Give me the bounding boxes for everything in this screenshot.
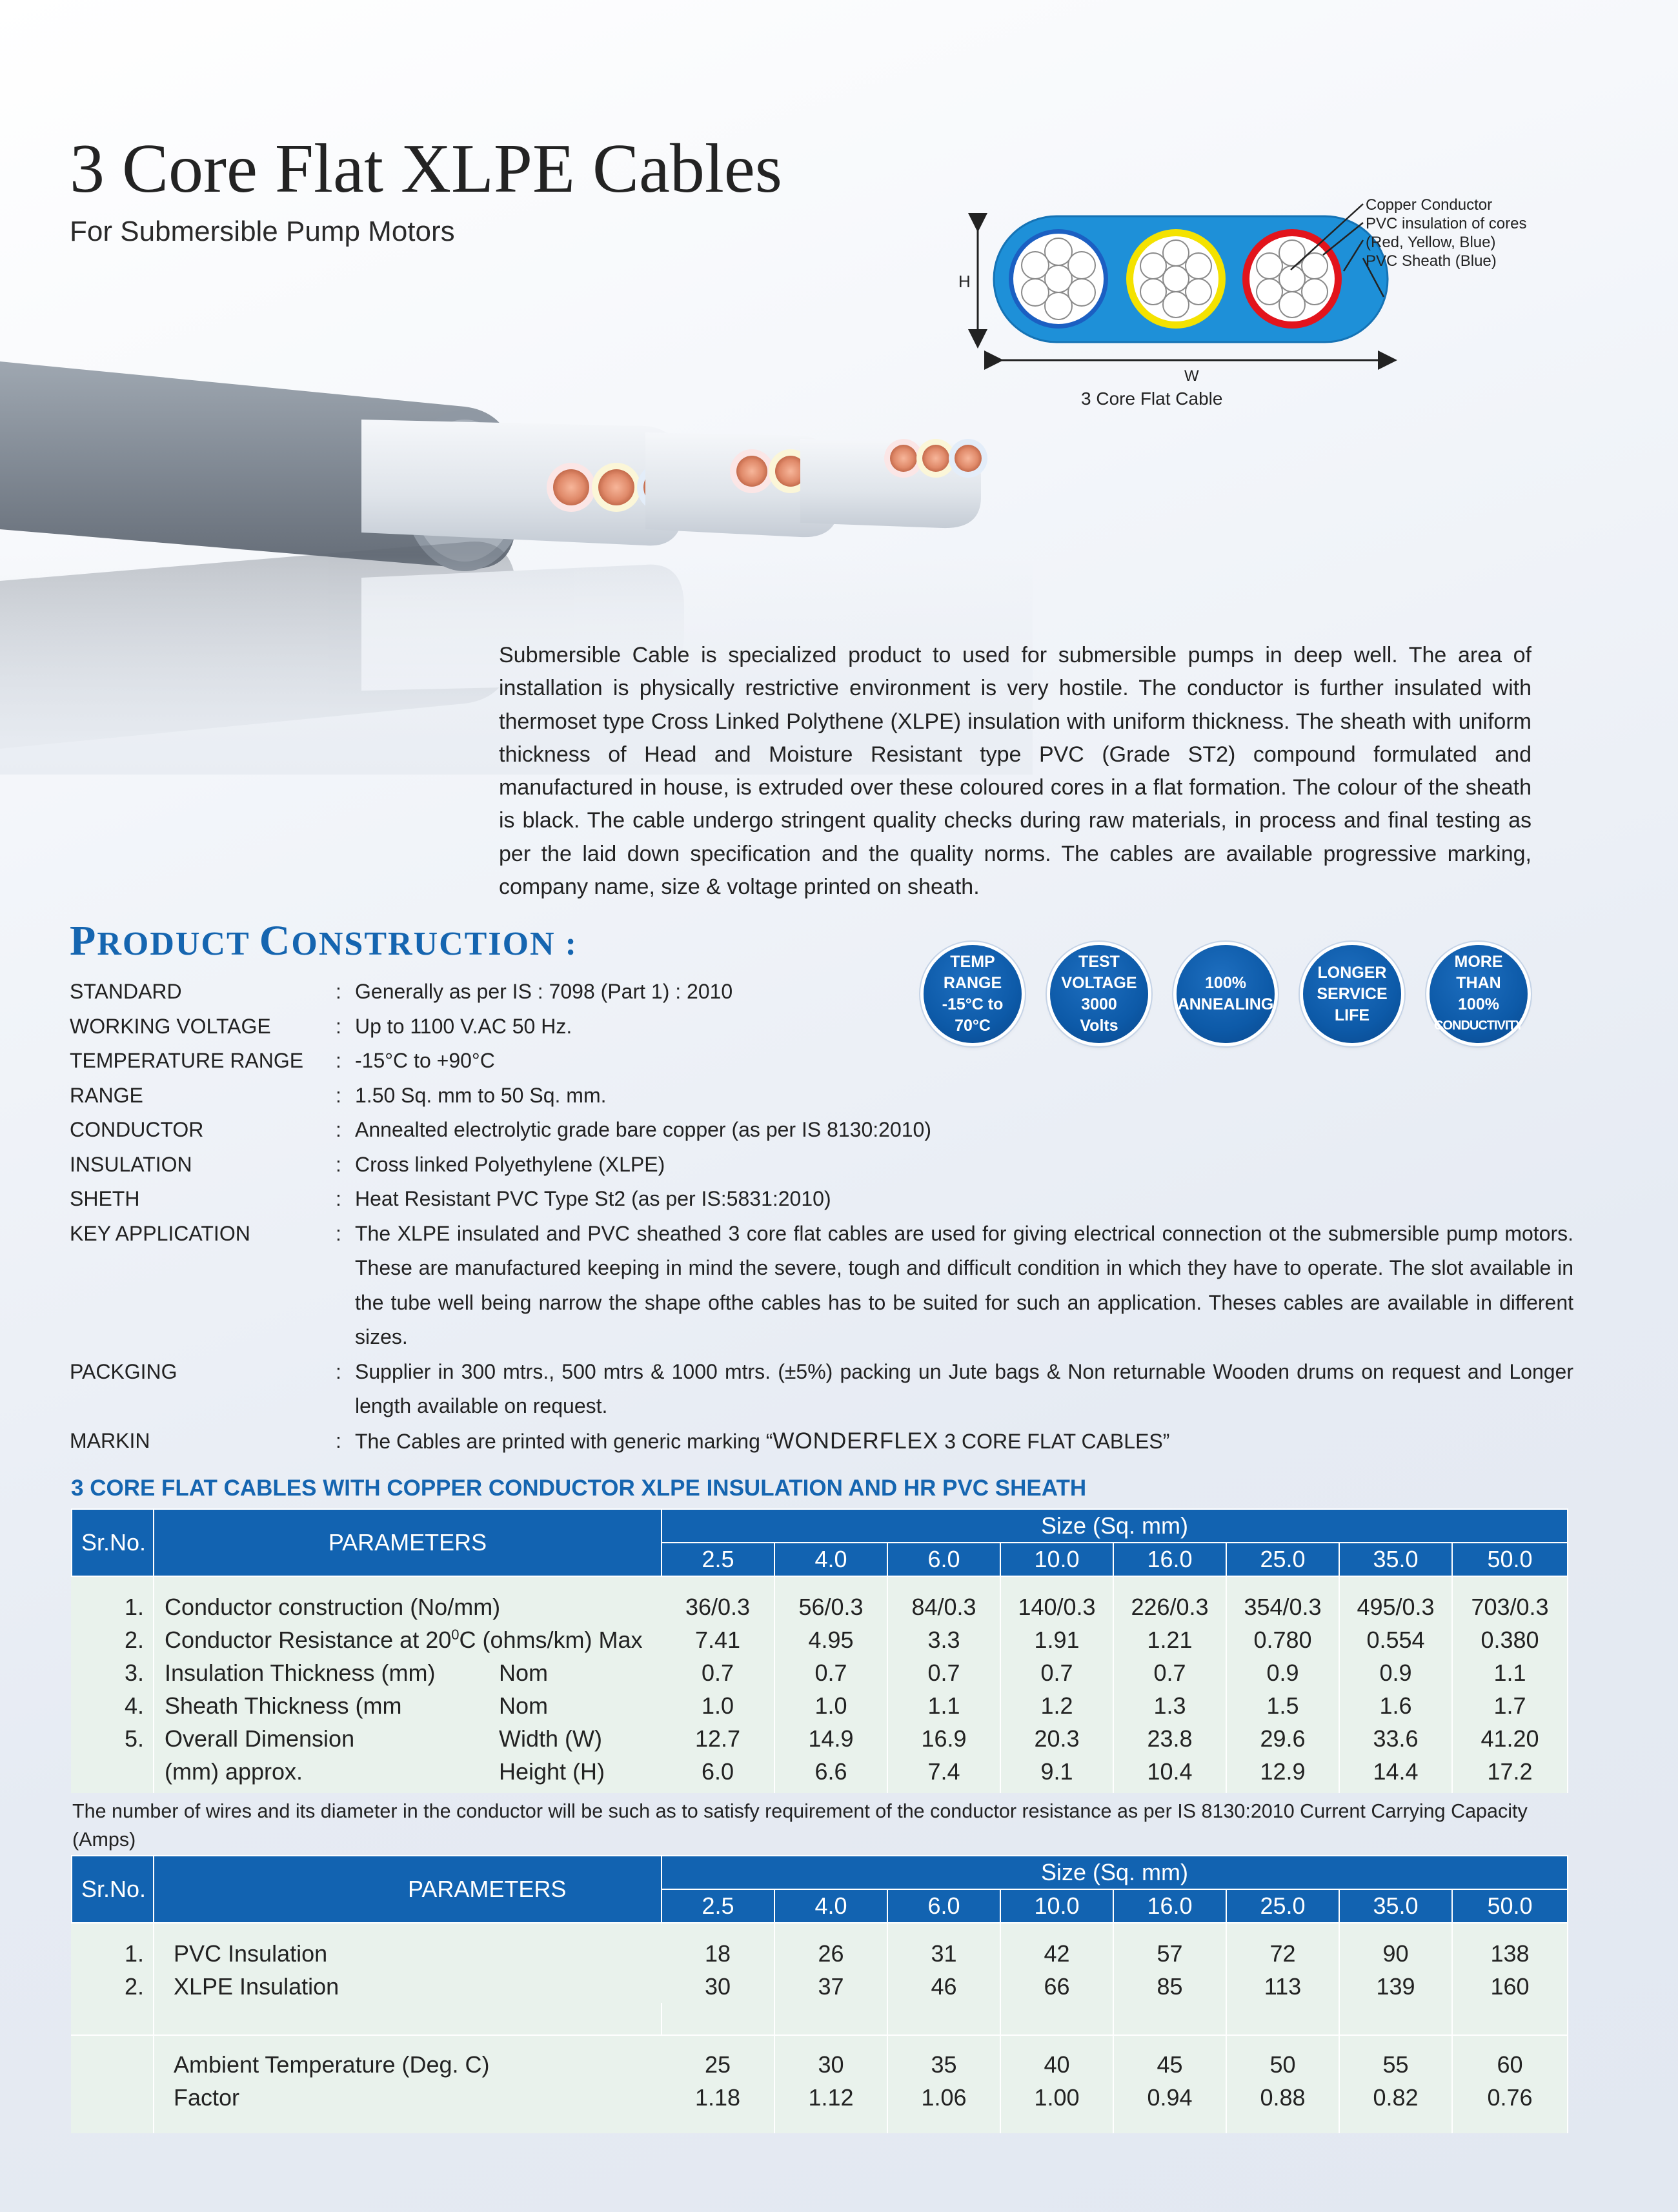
table-row: Ambient Temperature (Deg. C) 25 30 35 40 45 50 55 60	[72, 2035, 1568, 2081]
col-size: 2.5	[662, 1889, 774, 1923]
table-1-title: 3 CORE FLAT CABLES WITH COPPER CONDUCTOR XLPE INSULATION AND HR PVC SHEATH	[71, 1476, 1087, 1501]
col-size: 25.0	[1226, 1543, 1339, 1576]
col-srno: Sr.No.	[72, 1509, 154, 1576]
col-parameters: PARAMETERS	[154, 1856, 662, 1923]
page-subtitle: For Submersible Pump Motors	[70, 216, 455, 247]
col-parameters: PARAMETERS	[154, 1509, 662, 1576]
callout-sheath: PVC Sheath (Blue)	[1366, 252, 1497, 270]
col-size: 10.0	[1000, 1543, 1113, 1576]
table-row: 4. Sheath Thickness (mm Nom 1.0 1.0 1.1 1.2 1.3 1.5 1.6 1.7	[72, 1689, 1568, 1722]
table-note: The number of wires and its diameter in the conductor will be such as to satisfy requirement of the conductor resistance as per IS 8130:2010 Current Carrying Capacity (Amps)	[72, 1800, 1528, 1851]
table-row: 2. XLPE Insulation 30 37 46 66 85 113 139 160	[72, 1970, 1568, 2003]
col-size: 35.0	[1339, 1543, 1452, 1576]
badge-annealing: 100% ANNEALING	[1177, 945, 1275, 1043]
cable-cross-section-diagram	[929, 194, 1575, 426]
col-size: 4.0	[774, 1889, 887, 1923]
current-carrying-capacity-table	[71, 1855, 1568, 2133]
col-size: 50.0	[1452, 1543, 1568, 1576]
col-size-group: Size (Sq. mm)	[662, 1509, 1568, 1543]
badge-longer-service-life: LONGER SERVICE LIFE	[1303, 945, 1401, 1043]
callout-copper-conductor: Copper Conductor	[1366, 196, 1493, 214]
construction-spec-list	[70, 975, 1573, 1459]
col-size: 35.0	[1339, 1889, 1452, 1923]
spec-row-marking: MARKIN : The Cables are printed with generic marking “WONDERFLEX 3 CORE FLAT CABLES”	[70, 1428, 1170, 1454]
table-row: (mm) approx. Height (H) 6.0 6.6 7.4 9.1 10.4 12.9 14.4 17.2	[72, 1755, 1568, 1793]
table-row: 1. PVC Insulation 18 26 31 42 57 72 90 138	[72, 1923, 1568, 1970]
col-size: 16.0	[1113, 1889, 1226, 1923]
col-size: 16.0	[1113, 1543, 1226, 1576]
spec-row-key-application: KEY APPLICATION : The XLPE insulated and PVC sheathed 3 core flat cables are used for giving electrical connection ot the submersible pump motors. These are manufactured keeping in mind the severe, tough and difficult condition in which they have to operate. The slot available in the tube well being narrow the shape ofthe cables has to be suited for such an application. Theses cables are available in different sizes.	[70, 1221, 1573, 1348]
brand-name: WONDERFLEX	[773, 1428, 939, 1454]
spec-row-range: RANGE : 1.50 Sq. mm to 50 Sq. mm.	[70, 1083, 607, 1107]
diagram-caption: 3 Core Flat Cable	[1081, 389, 1223, 409]
table-row: Factor 1.18 1.12 1.06 1.00 0.94 0.88 0.82 0.76	[72, 2081, 1568, 2133]
col-size: 2.5	[662, 1543, 774, 1576]
spec-row-standard: STANDARD : Generally as per IS : 7098 (Part 1) : 2010	[70, 980, 733, 1003]
table-spacer-row	[72, 2003, 1568, 2035]
col-size-group: Size (Sq. mm)	[662, 1856, 1568, 1889]
cable-specification-table	[71, 1508, 1568, 1793]
spec-row-insulation: INSULATION : Cross linked Polyethylene (XLPE)	[70, 1152, 665, 1176]
col-size: 6.0	[887, 1889, 1000, 1923]
height-label: H	[958, 272, 971, 291]
col-size: 10.0	[1000, 1889, 1113, 1923]
product-description: Submersible Cable is specialized product to used for submersible pumps in deep well. The area of installation is physically restrictive environment is very hostile. The conductor is further insulated with thermoset type Cross Linked Polythene (XLPE) insulation with uniform thickness. The sheath with uniform thickness of Head and Moisture Resistant type PVC (Grade ST2) compound formulated and manufactured in house, is extruded over these coloured cores in a flat formation. The colour of the sheath is black. The cable undergo stringent quality checks during raw materials, in process and final testing as per the laid down specification and the quality norms. The cables are available progressive marking, company name, size & voltage printed on sheath.	[499, 643, 1531, 900]
table-row: 5. Overall Dimension Width (W) 12.7 14.9 16.9 20.3 23.8 29.6 33.6 41.20	[72, 1722, 1568, 1755]
product-construction-heading: PRODUCT CONSTRUCTION :	[70, 917, 578, 964]
table-row: 1. Conductor construction (No/mm) 36/0.3 56/0.3 84/0.3 140/0.3 226/0.3 354/0.3 495/0.3 703/0.3	[72, 1576, 1568, 1623]
table-row: 2. Conductor Resistance at $20^0C$ (ohms/km) Max 7.41 4.95 3.3 1.91 1.21 0.780 0.554 0.380	[72, 1623, 1568, 1656]
col-size: 4.0	[774, 1543, 887, 1576]
callout-core-insulation: PVC insulation of cores	[1366, 215, 1527, 232]
badge-test-voltage: TEST VOLTAGE 3000 Volts	[1050, 945, 1148, 1043]
spec-row-packaging: PACKGING : Supplier in 300 mtrs., 500 mtrs & 1000 mtrs. (±5%) packing un Jute bags & Non returnable Wooden drums on request and Longer length available on request.	[70, 1359, 1573, 1417]
spec-row-temperature-range: TEMPERATURE RANGE : -15°C to +90°C	[70, 1049, 495, 1072]
badge-temp-range: TEMP RANGE -15°C to 70°C	[924, 945, 1022, 1043]
spec-row-conductor: CONDUCTOR : Annealted electrolytic grade bare copper (as per IS 8130:2010)	[70, 1118, 931, 1141]
badge-conductivity: MORE THAN 100% CONDUCTIVITY	[1430, 945, 1528, 1043]
col-size: 50.0	[1452, 1889, 1568, 1923]
col-size: 25.0	[1226, 1889, 1339, 1923]
col-size: 6.0	[887, 1543, 1000, 1576]
page-title: 3 Core Flat XLPE Cables	[70, 130, 782, 207]
callout-core-colors: (Red, Yellow, Blue)	[1366, 234, 1496, 251]
table-row: 3. Insulation Thickness (mm) Nom 0.7 0.7 0.7 0.7 0.7 0.9 0.9 1.1	[72, 1656, 1568, 1689]
spec-row-working-voltage: WORKING VOLTAGE : Up to 1100 V.AC 50 Hz.	[70, 1014, 572, 1038]
width-label: W	[1184, 367, 1199, 385]
col-srno: Sr.No.	[72, 1856, 154, 1923]
spec-row-sheath: SHETH : Heat Resistant PVC Type St2 (as per IS:5831:2010)	[70, 1187, 831, 1210]
